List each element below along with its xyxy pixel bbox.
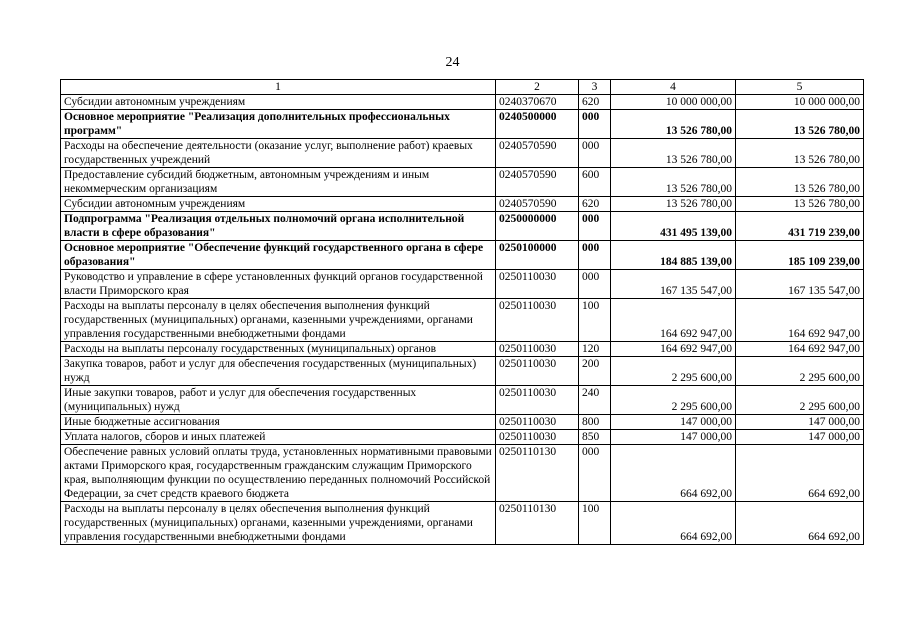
- row-code: 0250110130: [496, 445, 579, 502]
- header-cell-3: 3: [579, 80, 611, 95]
- row-code: 0240370670: [496, 95, 579, 110]
- row-name: Иные бюджетные ассигнования: [61, 415, 496, 430]
- table-row: [61, 110, 864, 139]
- row-code: 0240570590: [496, 139, 579, 168]
- row-type: 000: [579, 270, 611, 299]
- row-name: Обеспечение равных условий оплаты труда, установленных нормативными правовыми актами Приморского края, государственным гражданским служащим Приморского края, выполняющим функции по осуществлению переданных полномочий Российской Федерации, за счет средств краевого бюджета: [61, 445, 496, 502]
- row-value-4: 13 526 780,00: [611, 139, 736, 168]
- row-type: 200: [579, 357, 611, 386]
- row-name: Расходы на выплаты персоналу в целях обеспечения выполнения функций государственных (муниципальных) органами, казенными учреждениями, органами управления государственными внебюджетными фондами: [61, 299, 496, 342]
- budget-table: [60, 79, 864, 545]
- row-code: 0250110030: [496, 430, 579, 445]
- table-row: [61, 212, 864, 241]
- row-value-4: 2 295 600,00: [611, 357, 736, 386]
- table-row: [61, 95, 864, 110]
- row-value-4: 164 692 947,00: [611, 342, 736, 357]
- row-value-4: 664 692,00: [611, 445, 736, 502]
- row-code: 0250000000: [496, 212, 579, 241]
- row-value-5: 10 000 000,00: [736, 95, 864, 110]
- row-value-5: 147 000,00: [736, 430, 864, 445]
- table-row: [61, 357, 864, 386]
- row-value-5: 185 109 239,00: [736, 241, 864, 270]
- header-cell-2: 2: [496, 80, 579, 95]
- table-row: [61, 168, 864, 197]
- row-type: 000: [579, 445, 611, 502]
- row-name: Расходы на обеспечение деятельности (оказание услуг, выполнение работ) краевых государственных учреждений: [61, 139, 496, 168]
- table-row: [61, 299, 864, 342]
- table-row: [61, 386, 864, 415]
- row-type: 000: [579, 110, 611, 139]
- row-name: Расходы на выплаты персоналу государственных (муниципальных) органов: [61, 342, 496, 357]
- row-value-4: 13 526 780,00: [611, 110, 736, 139]
- row-name: Предоставление субсидий бюджетным, автономным учреждениям и иным некоммерческим организациям: [61, 168, 496, 197]
- row-name: Основное мероприятие "Обеспечение функций государственного органа в сфере образования": [61, 241, 496, 270]
- row-value-5: 2 295 600,00: [736, 357, 864, 386]
- row-code: 0250110130: [496, 502, 579, 545]
- row-value-4: 431 495 139,00: [611, 212, 736, 241]
- row-value-4: 10 000 000,00: [611, 95, 736, 110]
- row-type: 850: [579, 430, 611, 445]
- row-value-4: 164 692 947,00: [611, 299, 736, 342]
- table-row: [61, 502, 864, 545]
- row-type: 620: [579, 95, 611, 110]
- table-row: [61, 430, 864, 445]
- row-value-5: 147 000,00: [736, 415, 864, 430]
- row-value-4: 664 692,00: [611, 502, 736, 545]
- row-type: 800: [579, 415, 611, 430]
- row-value-5: 431 719 239,00: [736, 212, 864, 241]
- row-value-5: 13 526 780,00: [736, 110, 864, 139]
- header-cell-1: 1: [61, 80, 496, 95]
- row-code: 0240570590: [496, 197, 579, 212]
- table-row: [61, 270, 864, 299]
- table-row: [61, 445, 864, 502]
- row-name: Уплата налогов, сборов и иных платежей: [61, 430, 496, 445]
- row-value-5: 13 526 780,00: [736, 139, 864, 168]
- row-value-4: 167 135 547,00: [611, 270, 736, 299]
- row-code: 0240500000: [496, 110, 579, 139]
- row-name: Субсидии автономным учреждениям: [61, 197, 496, 212]
- table-row: [61, 415, 864, 430]
- row-value-4: 13 526 780,00: [611, 168, 736, 197]
- row-name: Руководство и управление в сфере установленных функций органов государственной власти Приморского края: [61, 270, 496, 299]
- row-code: 0250110030: [496, 415, 579, 430]
- row-name: Субсидии автономным учреждениям: [61, 95, 496, 110]
- row-value-4: 13 526 780,00: [611, 197, 736, 212]
- row-code: 0250110030: [496, 270, 579, 299]
- row-value-4: 147 000,00: [611, 430, 736, 445]
- row-value-5: 167 135 547,00: [736, 270, 864, 299]
- row-value-5: 664 692,00: [736, 445, 864, 502]
- row-value-4: 2 295 600,00: [611, 386, 736, 415]
- row-type: 600: [579, 168, 611, 197]
- row-code: 0250110030: [496, 386, 579, 415]
- row-value-5: 664 692,00: [736, 502, 864, 545]
- row-type: 100: [579, 502, 611, 545]
- row-type: 000: [579, 139, 611, 168]
- row-type: 620: [579, 197, 611, 212]
- row-type: 000: [579, 212, 611, 241]
- row-name: Закупка товаров, работ и услуг для обеспечения государственных (муниципальных) нужд: [61, 357, 496, 386]
- row-value-5: 13 526 780,00: [736, 197, 864, 212]
- row-code: 0250110030: [496, 342, 579, 357]
- table-row: [61, 241, 864, 270]
- header-cell-5: 5: [736, 80, 864, 95]
- row-code: 0240570590: [496, 168, 579, 197]
- row-type: 000: [579, 241, 611, 270]
- header-row: [61, 80, 864, 95]
- row-name: Основное мероприятие "Реализация дополнительных профессиональных программ": [61, 110, 496, 139]
- row-code: 0250110030: [496, 299, 579, 342]
- header-cell-4: 4: [611, 80, 736, 95]
- row-value-4: 147 000,00: [611, 415, 736, 430]
- row-name: Иные закупки товаров, работ и услуг для обеспечения государственных (муниципальных) нужд: [61, 386, 496, 415]
- row-value-5: 2 295 600,00: [736, 386, 864, 415]
- row-value-5: 13 526 780,00: [736, 168, 864, 197]
- row-type: 240: [579, 386, 611, 415]
- row-value-5: 164 692 947,00: [736, 342, 864, 357]
- row-code: 0250100000: [496, 241, 579, 270]
- row-type: 100: [579, 299, 611, 342]
- table-row: [61, 139, 864, 168]
- table-row: [61, 197, 864, 212]
- row-type: 120: [579, 342, 611, 357]
- page-number: 24: [445, 55, 460, 70]
- row-code: 0250110030: [496, 357, 579, 386]
- row-value-5: 164 692 947,00: [736, 299, 864, 342]
- row-name: Расходы на выплаты персоналу в целях обеспечения выполнения функций государственных (муниципальных) органами, казенными учреждениями, органами управления государственными внебюджетными фондами: [61, 502, 496, 545]
- table-row: [61, 342, 864, 357]
- row-value-4: 184 885 139,00: [611, 241, 736, 270]
- row-name: Подпрограмма "Реализация отдельных полномочий органа исполнительной власти в сфере образования": [61, 212, 496, 241]
